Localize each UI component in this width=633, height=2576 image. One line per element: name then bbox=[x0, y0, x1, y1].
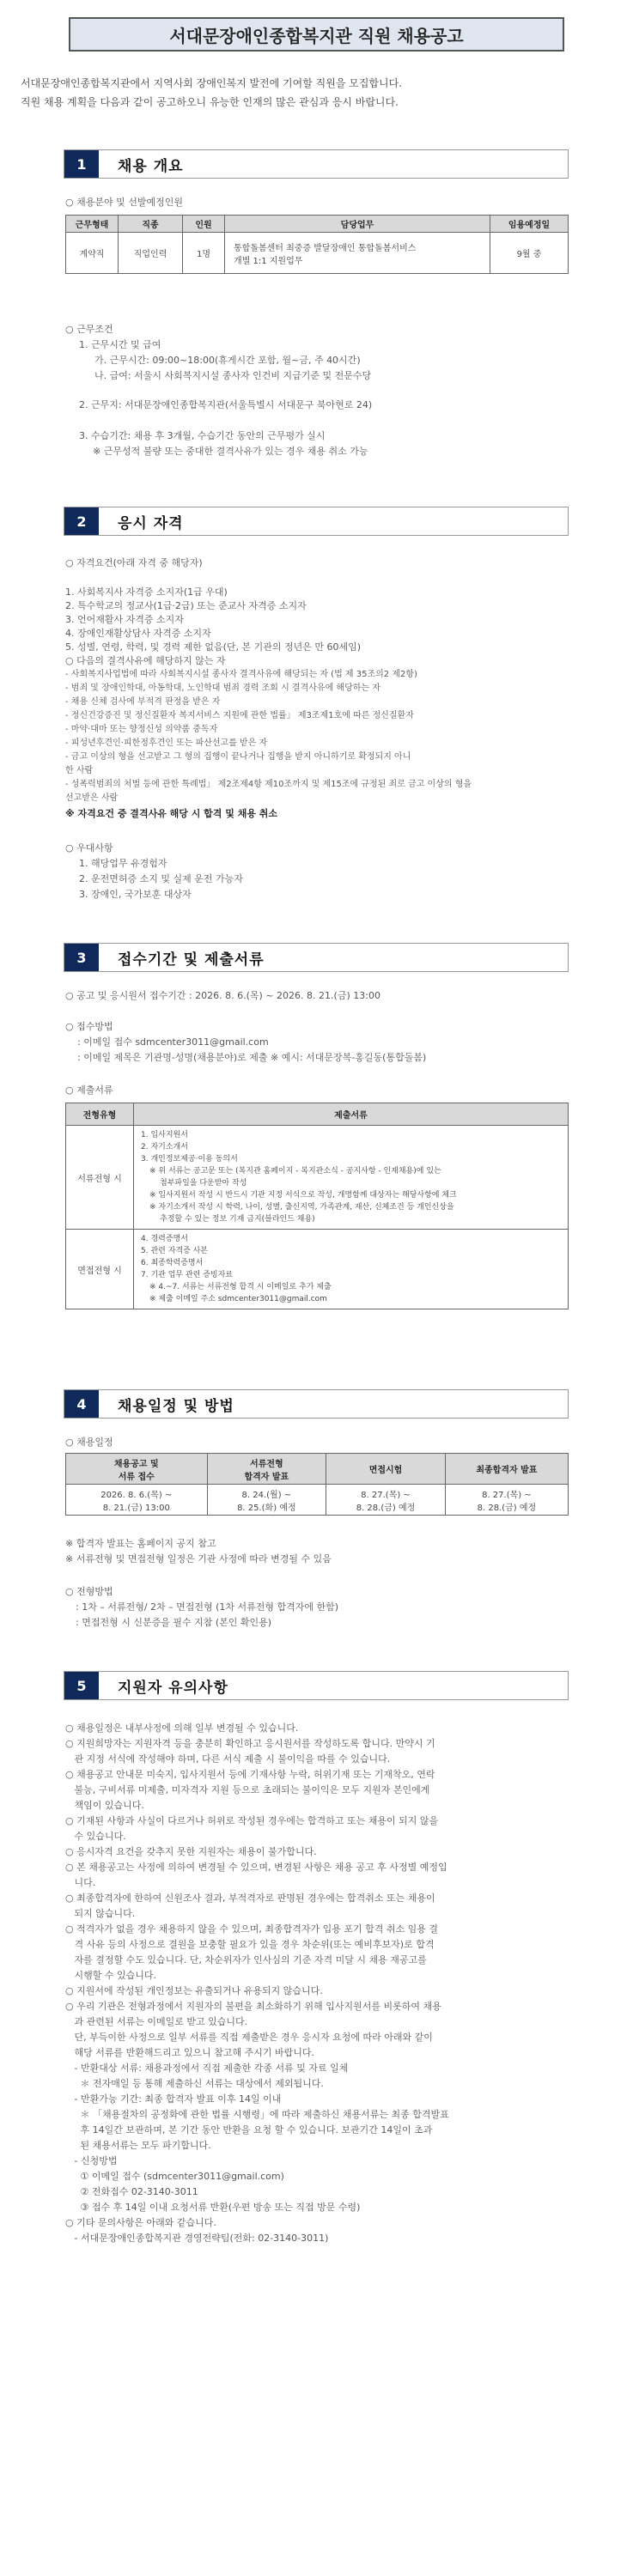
col-header: 직종 bbox=[119, 216, 183, 233]
note-line: ＊ 「채용절차의 공정화에 관한 법률 시행령」에 따라 제출하신 채용서류는 최종 합격발표 bbox=[65, 2109, 449, 2120]
section-number: 2 bbox=[64, 507, 99, 535]
notice-text: ※ 자격요건 중 결격사유 해당 시 합격 및 채용 취소 bbox=[65, 808, 278, 819]
subheading: ○ 채용분야 및 선발예정인원 bbox=[65, 197, 183, 208]
subheading: ○ 접수방법 bbox=[65, 1021, 113, 1032]
text-line: 5. 성별, 연령, 학력, 및 경력 제한 없음(단, 본 기관의 정년은 만 60세임) bbox=[65, 641, 362, 653]
table-cell: 8. 24.(월) ~ 8. 25.(화) 예정 bbox=[207, 1485, 326, 1516]
section-label: 접수기간 및 제출서류 bbox=[118, 951, 265, 969]
section-header-5 bbox=[64, 1671, 569, 1700]
note-line: ○ 채용공고 안내문 미숙지, 입사지원서 등에 기재사항 누락, 허위기재 또는 기재착오, 연락 bbox=[65, 1769, 435, 1780]
documents-table bbox=[65, 1103, 569, 1309]
note-line: 관 지정 서식에 작성해야 하며, 다른 서식 제출 시 불이익을 따를 수 있습니다. bbox=[65, 1753, 391, 1765]
note-line: 후 14일간 보관하며, 본 기간 동안 반환을 요청 할 수 있습니다. 보관기간 14일이 초과 bbox=[65, 2124, 433, 2136]
note-line: ○ 우리 기관은 전형과정에서 지원자의 불편을 최소화하기 위해 입사지원서를 비롯하여 채용 bbox=[65, 2001, 441, 2012]
section-header-4 bbox=[64, 1389, 569, 1419]
text-line: - 채용 신체 검사에 부적격 판정을 받은 자 bbox=[65, 697, 221, 707]
text-line: - 마약·대마 또는 향정신성 의약품 중독자 bbox=[65, 725, 218, 734]
text-line: - 범죄 및 장애인학대, 아동학대, 노인학대 범죄 경력 조회 시 결격사유에 해당하는 자 bbox=[65, 683, 380, 693]
section-number: 4 bbox=[64, 1390, 99, 1418]
note-line: 단, 부득이한 사정으로 일부 서류를 직접 제출받은 경우 응시자 요청에 따라 아래와 같이 bbox=[65, 2032, 433, 2043]
doc-item: 5. 관련 자격증 사본 bbox=[141, 1247, 209, 1255]
note-line: ○ 최종합격자에 한하여 신원조사 결과, 부적격자로 판명된 경우에는 합격취소 또는 채용이 bbox=[65, 1893, 435, 1904]
note-line: ○ 본 채용공고는 사정에 의하여 변경될 수 있으며, 변경된 사항은 채용 공고 후 사정별 예정입 bbox=[65, 1862, 447, 1873]
section-number: 1 bbox=[64, 150, 99, 178]
doc-note: ※ 자기소개서 작성 시 학력, 나이, 성별, 출신지역, 가족관계, 재산, 신체조건 등 개인신상을 bbox=[149, 1203, 454, 1212]
note-line: 니다. bbox=[65, 1877, 96, 1888]
subheading: ○ 다음의 결격사유에 해당하지 않는 자 bbox=[65, 655, 226, 666]
recruit-table bbox=[65, 215, 569, 274]
doc-note: 추정할 수 있는 정보 기재 금지(블라인드 채용) bbox=[160, 1215, 315, 1224]
section-label: 채용 개요 bbox=[118, 157, 184, 175]
table-cell: 2026. 8. 6.(목) ~ 8. 21.(금) 13:00 bbox=[66, 1485, 208, 1516]
text-line: 1. 근무시간 및 급여 bbox=[79, 339, 161, 350]
col-header: 임용예정일 bbox=[490, 216, 569, 233]
subheading: ○ 자격요건(아래 자격 중 해당자) bbox=[65, 557, 203, 568]
text-line: : 이메일 제목은 기관명-성명(채용분야)로 제출 ※ 예시: 서대문장복-홍길동(통합돌봄) bbox=[77, 1052, 427, 1063]
doc-item: 4. 경력증명서 bbox=[141, 1235, 188, 1243]
table-cell: 9월 중 bbox=[490, 233, 569, 274]
table-cell: 통합돌봄센터 최중증 발달장애인 통합돌봄서비스 개별 1:1 지원업무 bbox=[225, 233, 490, 274]
text-line: - 성폭력범죄의 처벌 등에 관한 특례법」 제2조제4항 제10조까지 및 제15조에 규정된 죄로 금고 이상의 형을 bbox=[65, 780, 472, 789]
text-line: 3. 수습기간: 채용 후 3개월, 수습기간 동안의 근무평가 실시 bbox=[79, 430, 326, 441]
text-line: 1. 사회복지사 자격증 소지자(1급 우대) bbox=[65, 586, 228, 598]
doc-item: 1. 입사지원서 bbox=[141, 1131, 188, 1139]
section-header-2 bbox=[64, 507, 569, 536]
col-header: 인원 bbox=[183, 216, 225, 233]
subheading: ○ 전형방법 bbox=[65, 1586, 113, 1597]
note-line: 불능, 구비서류 미제출, 미자격자 지원 등으로 초래되는 불이익은 모두 지원자 본인에게 bbox=[65, 1784, 430, 1795]
text-line: 2. 특수학교의 정교사(1급·2급) 또는 준교사 자격증 소지자 bbox=[65, 600, 307, 611]
col-header: 근무형태 bbox=[66, 216, 119, 233]
text-line: 선고받은 사람 bbox=[65, 793, 119, 803]
table-cell: 1명 bbox=[183, 233, 225, 274]
text-line: - 피성년후견인·피한정후견인 또는 파산선고를 받은 자 bbox=[65, 738, 268, 748]
note-line: 과 관련된 서류는 이메일로 받고 있습니다. bbox=[65, 2016, 248, 2027]
text-line: 2. 운전면허증 소지 및 실제 운전 가능자 bbox=[79, 873, 243, 884]
note-line: 시행할 수 있습니다. bbox=[65, 1970, 156, 1981]
text-line: - 정신건강증진 및 정신질환자 복지서비스 지원에 관한 법률」 제3조제1호에 따른 정신질환자 bbox=[65, 711, 414, 720]
doc-item: 3. 개인정보제공·이용 동의서 bbox=[141, 1155, 238, 1163]
note-line: 되지 않습니다. bbox=[65, 1908, 136, 1919]
section-header-3 bbox=[64, 943, 569, 972]
note-line: ○ 기타 문의사항은 아래와 같습니다. bbox=[65, 2217, 216, 2228]
note-line: ① 이메일 접수 (sdmcenter3011@gmail.com) bbox=[65, 2171, 284, 2182]
doc-item: 7. 기관 업무 관련 증빙자료 bbox=[141, 1271, 233, 1279]
table-cell bbox=[134, 1126, 569, 1230]
section-label: 채용일정 및 방법 bbox=[118, 1397, 234, 1415]
col-header: 최종합격자 발표 bbox=[445, 1454, 568, 1485]
text-line: ※ 근무성적 불량 또는 중대한 결격사유가 있는 경우 채용 취소 가능 bbox=[93, 446, 368, 457]
note-line: ○ 기재된 사항과 사실이 다르거나 허위로 작성된 경우에는 합격하고 또는 채용이 되지 않을 bbox=[65, 1815, 439, 1826]
note-line: ○ 응시자격 요건을 갖추지 못한 지원자는 채용이 불가합니다. bbox=[65, 1846, 317, 1857]
text-line: - 사회복지사업법에 따라 사회복지시설 종사자 결격사유에 해당되는 자 (법 제 35조의2 제2항) bbox=[65, 670, 417, 679]
table-cell bbox=[134, 1230, 569, 1309]
note-line: - 반환대상 서류: 채용과정에서 직접 제출한 각종 서류 및 자료 일체 bbox=[65, 2063, 349, 2074]
text-line: ○ 공고 및 응시원서 접수기간 : 2026. 8. 6.(목) ~ 2026. 8. 21.(금) 13:00 bbox=[65, 990, 380, 1001]
section-label: 응시 자격 bbox=[118, 514, 184, 532]
doc-item: 2. 자기소개서 bbox=[141, 1143, 188, 1151]
table-cell: 8. 27.(목) ~ 8. 28.(금) 예정 bbox=[445, 1485, 568, 1516]
note-line: ③ 접수 후 14일 이내 요청서류 반환(우편 방송 또는 직접 방문 수령) bbox=[65, 2202, 361, 2213]
note-line: - 반환가능 기간: 최종 합격자 발표 이후 14일 이내 bbox=[65, 2093, 282, 2105]
col-header: 서류전형 합격자 발표 bbox=[207, 1454, 326, 1485]
schedule-table bbox=[65, 1453, 569, 1516]
intro-text bbox=[21, 74, 613, 112]
page-title: 서대문장애인종합복지관 직원 채용공고 bbox=[69, 17, 564, 52]
note-line: 책임이 있습니다. bbox=[65, 1800, 144, 1811]
col-header: 담당업무 bbox=[225, 216, 490, 233]
section-number: 3 bbox=[64, 944, 99, 971]
intro-line: 직원 채용 계획을 다음과 같이 공고하오니 유능한 인재의 많은 관심과 응시 바랍니다. bbox=[21, 96, 399, 108]
col-header: 전형유형 bbox=[66, 1103, 134, 1126]
note-line: ○ 채용일정은 내부사정에 의해 일부 변경될 수 있습니다. bbox=[65, 1722, 299, 1734]
table-cell: 8. 27.(목) ~ 8. 28.(금) 예정 bbox=[326, 1485, 446, 1516]
doc-note: ※ 입사지원서 작성 시 반드시 기관 지정 서식으로 작성, 개명함께 대상자는 해당사항에 체크 bbox=[149, 1191, 457, 1200]
note-line: - 신청방법 bbox=[65, 2155, 118, 2166]
text-line: 가. 근무시간: 09:00~18:00(휴게시간 포함, 월~금, 주 40시간) bbox=[94, 355, 361, 366]
table-cell: 계약직 bbox=[66, 233, 119, 274]
section-label: 지원자 유의사항 bbox=[118, 1679, 228, 1697]
text-line: 한 사람 bbox=[65, 766, 94, 775]
text-line: 3. 장애인, 국가보훈 대상자 bbox=[79, 889, 192, 900]
doc-note: ※ 제출 이메일 주소 sdmcenter3011@gmail.com bbox=[149, 1295, 327, 1303]
text-line: 1. 해당업무 유경험자 bbox=[79, 858, 167, 869]
table-cell: 면접전형 시 bbox=[66, 1230, 134, 1309]
note-line: ○ 적격자가 없을 경우 채용하지 않을 수 있으며, 최종합격자가 입용 포기 합격 취소 임용 결 bbox=[65, 1923, 438, 1935]
note-line: 해당 서류를 반환해드리고 있으니 참고해 주시기 바랍니다. bbox=[65, 2047, 314, 2058]
doc-note: 첨부파일을 다운받아 작성 bbox=[160, 1179, 247, 1188]
text-line: ※ 합격자 발표는 홈페이지 공지 참고 bbox=[65, 1538, 216, 1549]
table-cell: 직업인력 bbox=[119, 233, 183, 274]
table-cell: 서류전형 시 bbox=[66, 1126, 134, 1230]
text-line: : 이메일 접수 sdmcenter3011@gmail.com bbox=[77, 1036, 269, 1048]
note-line: ＊ 전자매일 등 통해 제출하신 서류는 대상에서 제외됩니다. bbox=[65, 2078, 324, 2089]
col-header: 채용공고 및 서류 접수 bbox=[66, 1454, 208, 1485]
text-line: 3. 언어재활사 자격증 소지자 bbox=[65, 614, 184, 625]
section-header-1 bbox=[64, 149, 569, 179]
note-line: 자를 결정할 수도 있습니다. 단, 차순위자가 인사심의 기준 자격 미달 시 채용 재공고를 bbox=[65, 1954, 427, 1965]
subheading: ○ 제출서류 bbox=[65, 1084, 113, 1096]
text-line: : 1차 – 서류전형/ 2차 – 면접전형 (1차 서류전형 합격자에 한함) bbox=[76, 1601, 339, 1613]
text-line: ※ 서류전형 및 면접전형 일정은 기관 사정에 따라 변경될 수 있음 bbox=[65, 1553, 332, 1564]
col-header: 제출서류 bbox=[134, 1103, 569, 1126]
note-line: ○ 지원서에 작성된 개인정보는 유출되거나 유용되지 않습니다. bbox=[65, 1985, 323, 1996]
intro-line: 서대문장애인종합복지관에서 지역사회 장애인복지 발전에 기여할 직원을 모집합니다. bbox=[21, 77, 403, 89]
text-line: 나. 급여: 서울시 사회복지시설 종사자 인건비 지급기준 및 전문수당 bbox=[94, 370, 372, 381]
note-line: - 서대문장애인종합복지관 경영전략팀(전화: 02-3140-3011) bbox=[65, 2233, 329, 2244]
subheading: ○ 우대사항 bbox=[65, 842, 113, 854]
doc-item: 6. 최종학력증명서 bbox=[141, 1259, 204, 1267]
note-line: 된 채용서류는 모두 파기합니다. bbox=[65, 2140, 211, 2151]
note-line: 수 있습니다. bbox=[65, 1831, 126, 1842]
doc-note: ※ 4.~7. 서류는 서류전형 합격 시 이메일로 추가 제출 bbox=[149, 1283, 332, 1291]
note-line: 격 사유 등의 사정으로 결원을 보충할 필요가 있을 경우 차순위(또는 예비후보자)로 합격 bbox=[65, 1939, 435, 1950]
text-line: : 면접전형 시 신분증을 필수 지참 (본인 확인용) bbox=[76, 1617, 272, 1628]
note-line: ② 전화접수 02-3140-3011 bbox=[65, 2186, 198, 2197]
text-line: 4. 장애인재활상담사 자격증 소지자 bbox=[65, 628, 211, 639]
notes-list bbox=[65, 1721, 581, 2246]
text-line: - 금고 이상의 형을 선고받고 그 형의 집행이 끝나거나 집행을 받지 아니하기로 확정되지 아니 bbox=[65, 752, 411, 762]
col-header: 면접시험 bbox=[326, 1454, 446, 1485]
note-line: ○ 지원희망자는 지원자격 등을 충분히 확인하고 응시원서를 작성하도록 합니다. 만약시 기 bbox=[65, 1738, 435, 1749]
subheading: ○ 채용일정 bbox=[65, 1437, 113, 1448]
text-line: 2. 근무지: 서대문장애인종합복지관(서울특별시 서대문구 북아현로 24) bbox=[79, 399, 373, 410]
subheading: ○ 근무조건 bbox=[65, 324, 113, 335]
section-number: 5 bbox=[64, 1672, 99, 1699]
doc-note: ※ 위 서류는 공고문 또는 (복지관 홈페이지 - 복지관소식 - 공지사항 - 인재채용)에 있는 bbox=[149, 1167, 441, 1176]
